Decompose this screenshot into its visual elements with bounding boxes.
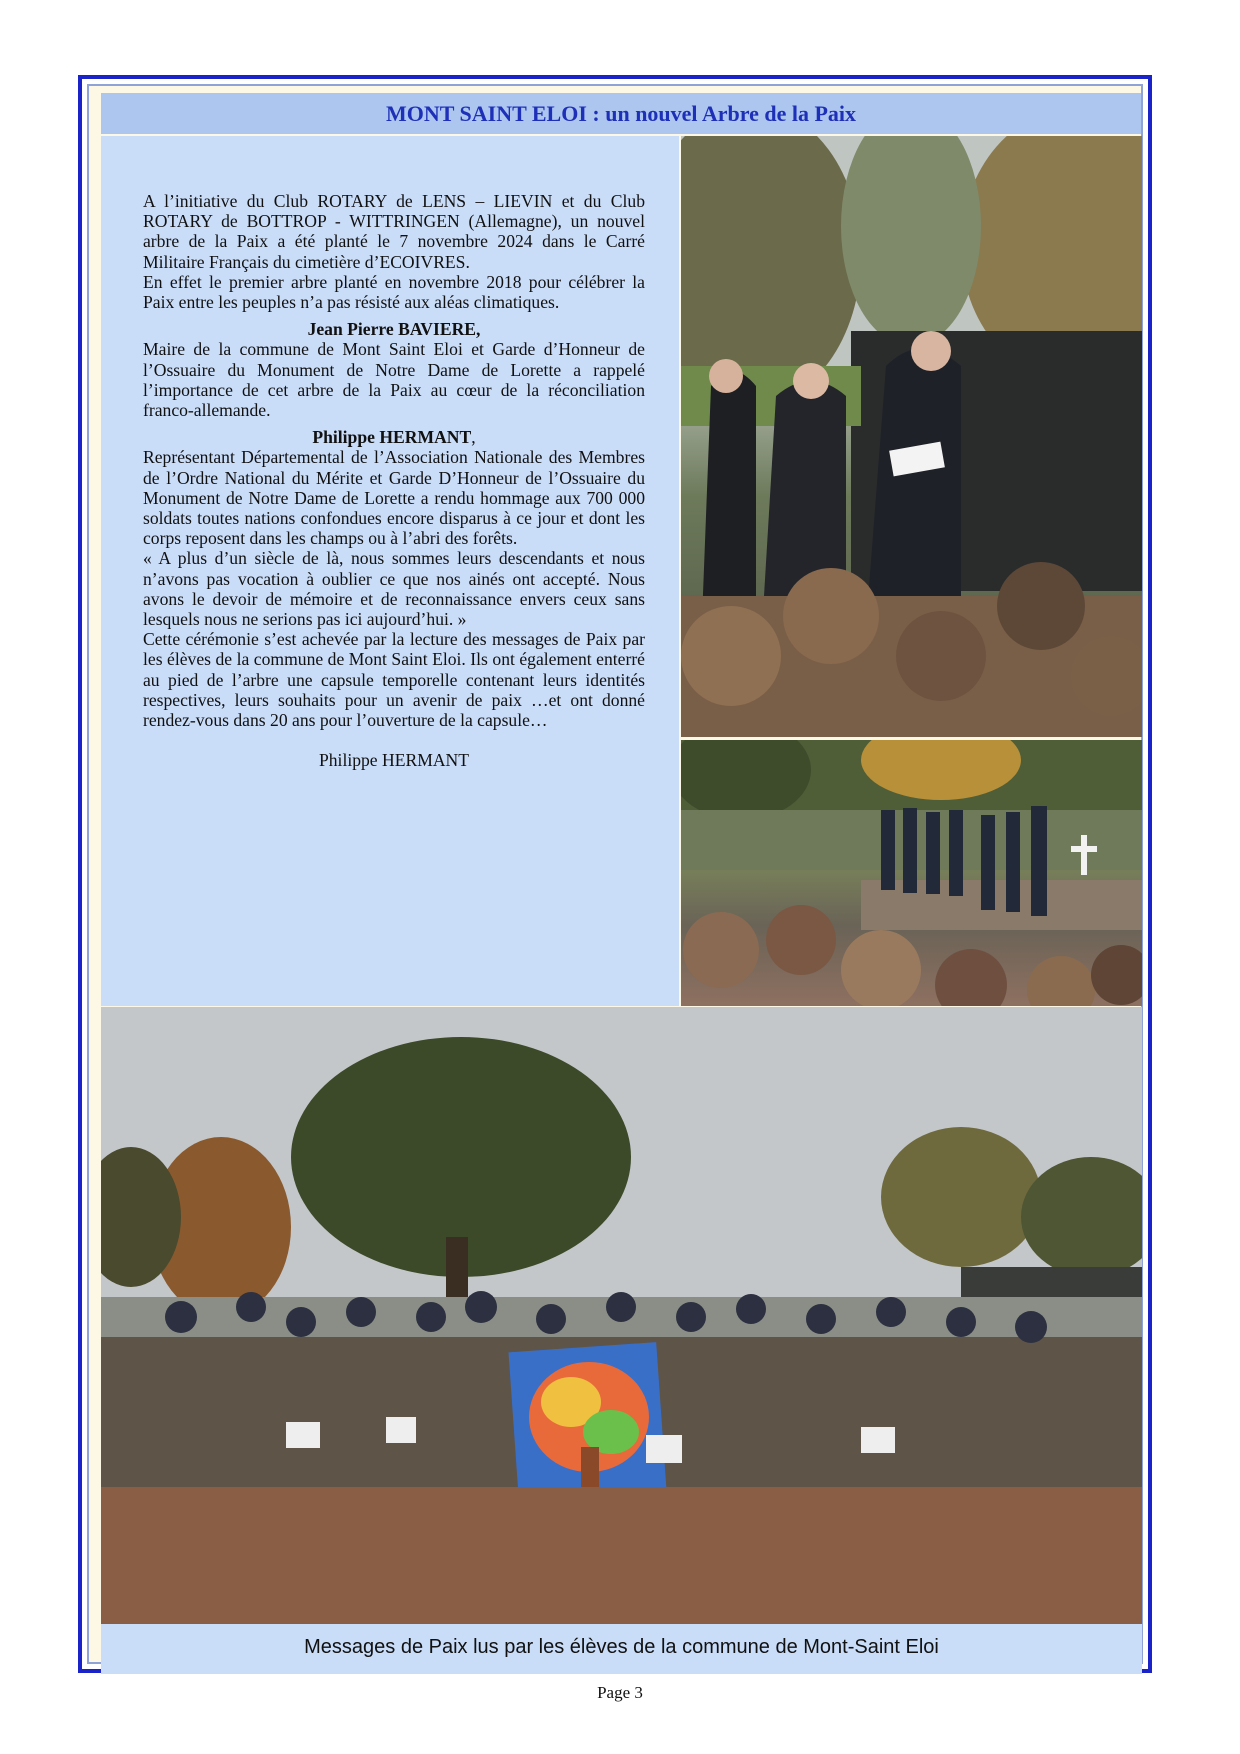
- intro-paragraph: A l’initiative du Club ROTARY de LENS – LIEVIN et du Club ROTARY de BOTTROP - WITTRINGEN (Allemagne), un nouvel arbre de la Paix a été planté le 7 novembre 2024 dans le Carré Militaire Français du cimetière d’ECOIVRES.: [143, 191, 645, 272]
- photo-ceremony-speech-art: [681, 136, 1142, 737]
- signature: Philippe HERMANT: [318, 750, 470, 771]
- quote-paragraph: « A plus d’un siècle de là, nous sommes leurs descendants et nous n’avons pas vocation à oublier ce que nos ainés ont accepté. Nous avons le devoir de mémoire et de reconnaissance envers ceux sans lesquels nous ne serions pas ici aujourd’hui. »: [143, 548, 645, 630]
- photo-caption: Messages de Paix lus par les élèves de la commune de Mont-Saint Eloi: [101, 1624, 1142, 1674]
- speaker-2-paragraph: Représentant Départemental de l’Association Nationale des Membres de l’Ordre National du Mérite et Garde D’Honneur de l’Ossuaire du Monument de Notre Dame de Lorette a rendu hommage aux 700 000 soldats toutes nations confondues encore disparus à ce jour et dont les corps reposent dans les champs ou à l’abri des forêts.: [143, 447, 645, 549]
- speaker-2-heading: [143, 427, 645, 447]
- closing-paragraph: Cette cérémonie s’est achevée par la lecture des messages de Paix par les élèves de la commune de Mont Saint Eloi. Ils ont également enterré au pied de l’arbre une capsule temporelle contenant leurs identités respectives, leurs souhaits pour un avenir de paix …et ont donné rendez-vous dans 20 ans pour l’ouverture de la capsule…: [143, 629, 645, 731]
- photo-group-tree-of-peace: [101, 1007, 1142, 1624]
- page-frame: [78, 75, 1152, 1673]
- page-title: MONT SAINT ELOI : un nouvel Arbre de la Paix: [101, 93, 1141, 134]
- intro-paragraph-2: En effet le premier arbre planté en novembre 2018 pour célébrer la Paix entre les peuples n’a pas résisté aux aléas climatiques.: [143, 271, 645, 313]
- speaker-2-name: Philippe HERMANT: [312, 427, 472, 448]
- speaker-2-suffix: ,: [471, 427, 476, 448]
- page-number: Page 3: [597, 1683, 643, 1702]
- photo-ceremony-speech: [681, 136, 1142, 737]
- article-text-panel: [101, 136, 679, 1006]
- photo-group-tree-of-peace-art: [101, 1007, 1142, 1624]
- page-frame-inner: [87, 84, 1143, 1664]
- speaker-1-paragraph: Maire de la commune de Mont Saint Eloi et Garde d’Honneur de l’Ossuaire du Monument de Notre Dame de Lorette a rappelé l’importance de cet arbre de la Paix au cœur de la réconciliation franco-allemande.: [143, 339, 645, 421]
- speaker-1-name: Jean Pierre BAVIERE,: [307, 319, 481, 340]
- photo-cemetery-crowd: [681, 740, 1142, 1006]
- photo-cemetery-crowd-art: [681, 740, 1142, 1006]
